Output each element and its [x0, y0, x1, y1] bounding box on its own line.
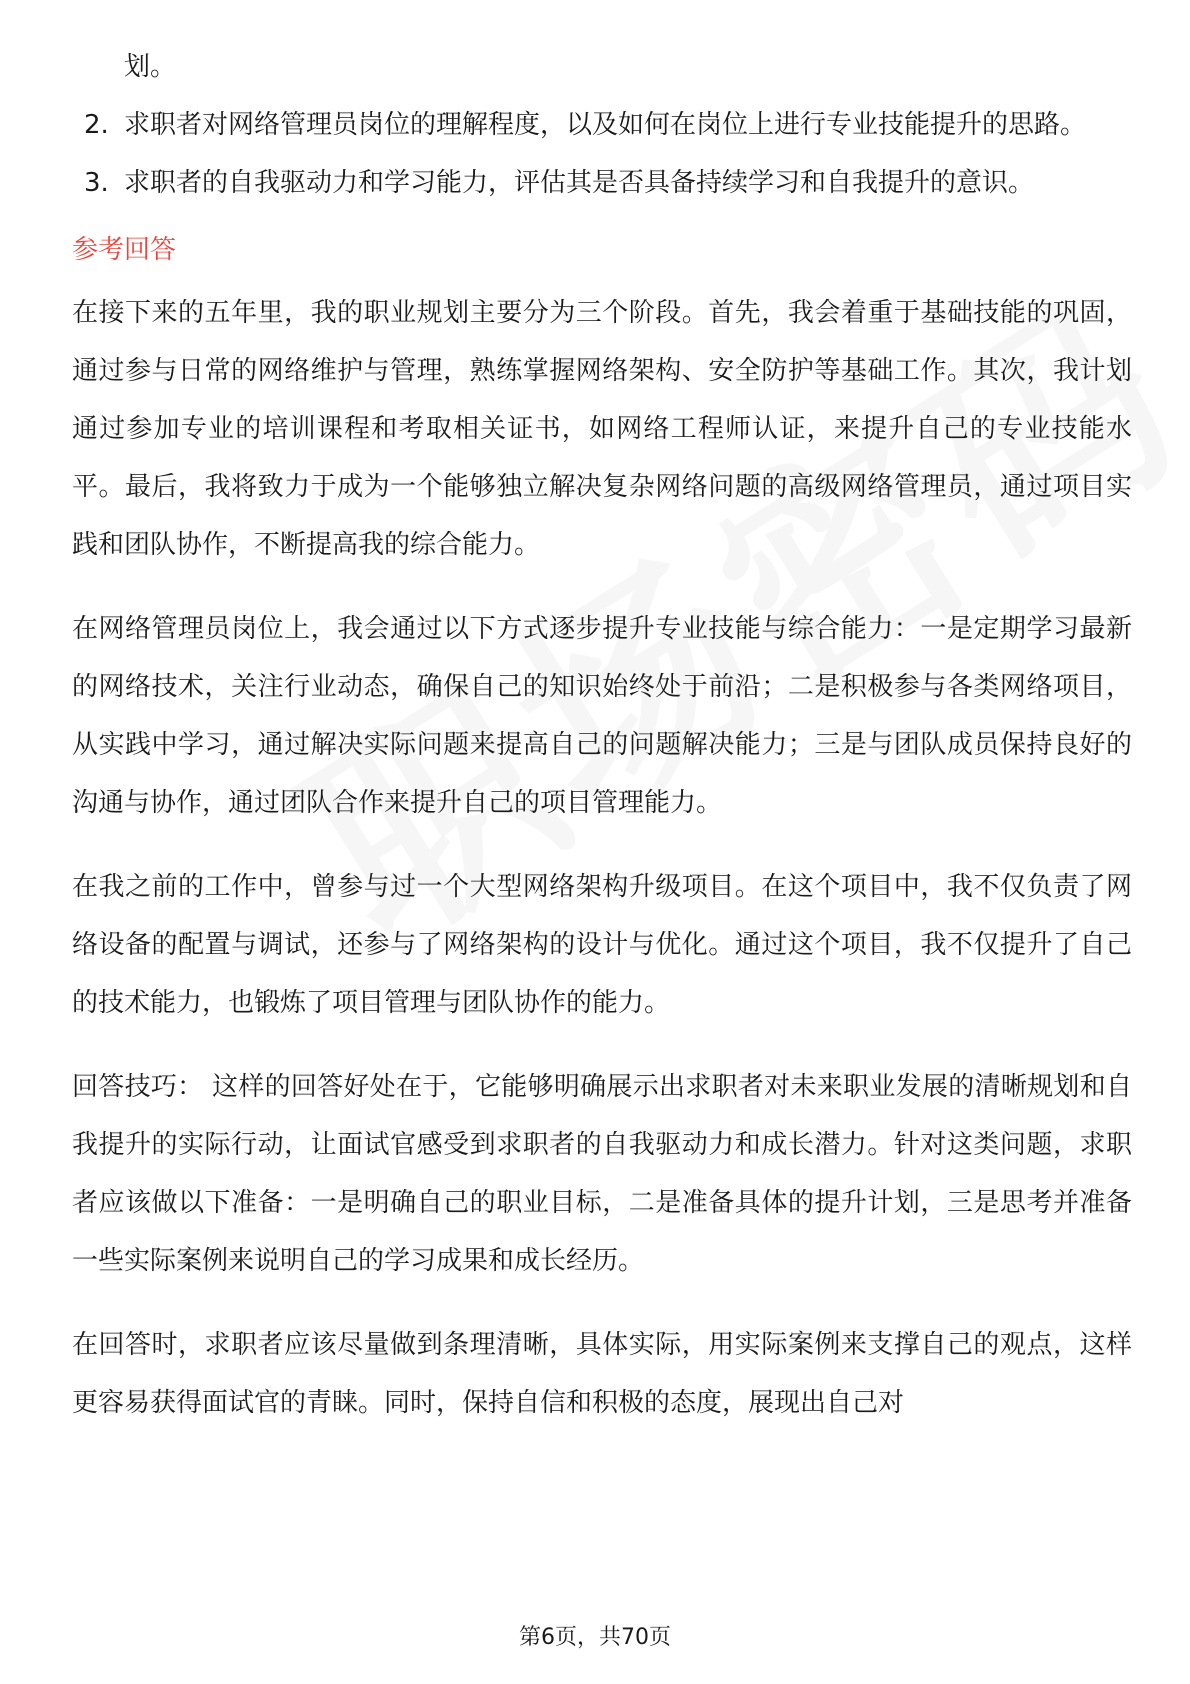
list-item-text: 求职者的自我驱动力和学习能力，评估其是否具备持续学习和自我提升的意识。 [124, 168, 1035, 198]
list-item-number: 2. [84, 110, 109, 140]
paragraph: 在接下来的五年里，我的职业规划主要分为三个阶段。首先，我会着重于基础技能的巩固，通过参与日常的网络维护与管理，熟练掌握网络架构、安全防护等基础工作。其次，我计划通过参加专业的培训课程和考取相关证书，如网络工程师认证，来提升自己的专业技能水平。最后，我将致力于成为一个能够独立解决复杂网络问题的高级网络管理员，通过项目实践和团队协作，不断提高我的综合能力。 [72, 298, 1132, 560]
list-item-continuation [72, 38, 1132, 96]
numbered-list [72, 38, 1132, 212]
list-item-text: 划。 [124, 52, 177, 82]
list-item-text: 求职者对网络管理员岗位的理解程度，以及如何在岗位上进行专业技能提升的思路。 [124, 110, 1087, 140]
paragraph: 在回答时，求职者应该尽量做到条理清晰，具体实际，用实际案例来支撑自己的观点，这样更容易获得面试官的青睐。同时，保持自信和积极的态度，展现出自己对 [72, 1330, 1132, 1418]
page-footer: 第6页，共70页 [519, 1625, 671, 1650]
list-item [72, 154, 1132, 212]
list-item [72, 96, 1132, 154]
paragraph: 回答技巧： 这样的回答好处在于，它能够明确展示出求职者对未来职业发展的清晰规划和自我提升的实际行动，让面试官感受到求职者的自我驱动力和成长潜力。针对这类问题，求职者应该做以下准备：一是明确自己的职业目标，二是准备具体的提升计划，三是思考并准备一些实际案例来说明自己的学习成果和成长经历。 [72, 1072, 1132, 1276]
document-page [72, 38, 1132, 1458]
section-title: 参考回答 [72, 235, 177, 265]
list-item-number: 3. [84, 168, 109, 198]
paragraph: 在我之前的工作中，曾参与过一个大型网络架构升级项目。在这个项目中，我不仅负责了网络设备的配置与调试，还参与了网络架构的设计与优化。通过这个项目，我不仅提升了自己的技术能力，也锻炼了项目管理与团队协作的能力。 [72, 872, 1132, 1018]
paragraph: 在网络管理员岗位上，我会通过以下方式逐步提升专业技能与综合能力：一是定期学习最新的网络技术，关注行业动态，确保自己的知识始终处于前沿；二是积极参与各类网络项目，从实践中学习，通过解决实际问题来提高自己的问题解决能力；三是与团队成员保持良好的沟通与协作，通过团队合作来提升自己的项目管理能力。 [72, 614, 1132, 818]
